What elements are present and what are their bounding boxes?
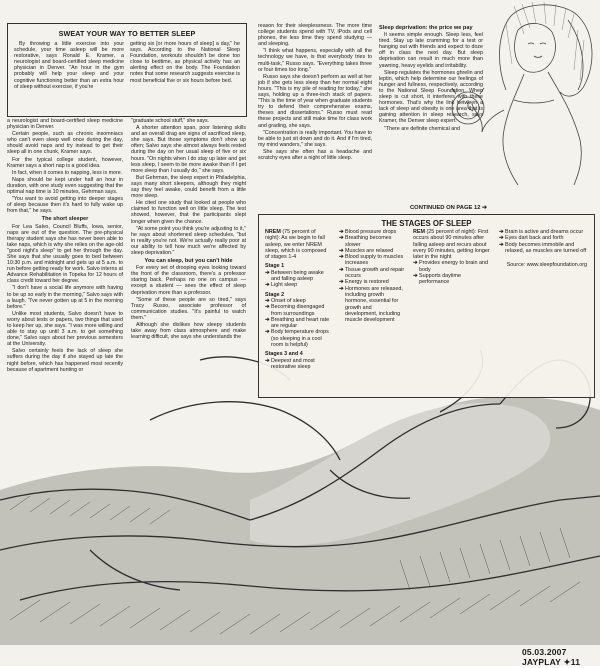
col-a-para: For Lea Salvo, Council Bluffs, Iowa, senior, naps are out of the question. The pre-physical therapy student says she has never been able to take naps, which is why she relies on the age-old "good night's sleep" to get her through the day. She says that she usually goes to bed between 10:30 p.m. and midnight and gets up at 5 a.m. to run before getting ready for work. Salvo interns at Advance Rehabilitation in Topeka for 12 hours of class credit toward her degree. [7, 223, 123, 285]
stage-item: ➔ Provides energy to brain and body [413, 260, 488, 273]
stage-item: ➔ Breathing becomes slower [339, 235, 392, 248]
nrem-label: NREM [265, 229, 281, 235]
col-a-para: Naps should be kept under half an hour in duration, with one study even suggesting that the optimal nap time is 10 minutes, Gehrman says. [7, 176, 123, 196]
col-a-para: Unlike most students, Salvo doesn't have to worry about tests or papers, two things that used to keep her up, she says. "I was more willing and able to stay up until 3 a.m. to get something done," Salvo says about her previous semesters at the University. [7, 310, 123, 348]
rem-label: REM [413, 229, 425, 235]
arrow-icon: ➔ [339, 266, 346, 273]
rem-effects-column [499, 229, 587, 268]
nrem-intro: (75 percent of night): As we begin to fall asleep, we enter NREM sleep, which is composed of stages 1-4 [265, 229, 327, 261]
stage-item: ➔ Becoming disengaged from surroundings [265, 304, 325, 317]
exercise-tip-box [7, 23, 247, 117]
col-c-para: "Concentration is really important. You have to be able to just sit down and do it. And if I'm tired, my mind wanders," she says. [258, 129, 372, 148]
stage-item: ➔ Between being awake and falling asleep [265, 269, 324, 283]
arrow-icon: ➔ [265, 269, 272, 276]
col-d-para: It seems simple enough. Sleep less, feel tired. Stay up late cramming for a test or hanging out with friends and expect to doze off in class the next day. But sleep deprivation can result in much more than yawning, heavy eyelids and irritability. [379, 32, 483, 69]
stage-item: ➔ Muscles are relaxed [339, 247, 394, 254]
tip-box-column-2 [130, 41, 240, 113]
deep-sleep-effects-column [339, 229, 405, 323]
article-column-b [131, 118, 246, 438]
nrem-column [265, 229, 331, 370]
arrow-icon: ➔ [339, 254, 346, 261]
stage-item: ➔ Brain is active and dreams occur [499, 229, 584, 235]
arrow-icon: ➔ [265, 329, 272, 336]
article-column-c [258, 23, 372, 206]
rem-intro: (25 percent of night): First occurs about 90 minutes after falling asleep and recurs about every 90 minutes, getting longer later in the night [413, 229, 490, 261]
col-d-para: Sleep regulates the hormones ghrelin and leptin, which help determine our feelings of hunger and fullness, respectively, according to the National Sleep Foundation. When sleep is cut short, it interferes with these hormones. That's why the link between a lack of sleep and obesity is one area that is gaining attention in sleep research, says Kramer, the Denver sleep expert. [379, 69, 483, 125]
stages-source: Source: www.sleepfoundation.org [506, 262, 587, 269]
stage-item: ➔ Tissue growth and repair occurs [339, 266, 405, 280]
col-a-para: In fact, when it comes to napping, less is more. [12, 169, 123, 176]
tip-box-text-1: By throwing a little exercise into your schedule, your time asleep will be more restorative, says Ronald E. Kramer, a neurologist and board-certified sleep medicine physician in Denver. "An hour in the gym probably will help your sleep and your cognitive functioning better than an extra hour of sleep without exercise, if you're [14, 41, 124, 90]
col-b-para: He cited one study that looked at people who claimed to function well on little sleep. The test showed, however, that the participants slept longer when given the chance. [131, 200, 246, 225]
col-b-para: But Gehrman, the sleep expert in Philadelphia, says many short sleepers, although they might say they feel awake, could benefit from a little more sleep. [131, 174, 246, 200]
stages-of-sleep-box [258, 214, 595, 398]
col-a-para: Certain people, such as chronic insomniacs who can't even sleep well once during the day, should avoid naps and try instead to get their sleep all in one chunk, Kramer says. [7, 131, 123, 156]
col-c-para: "I think what happens, especially with all the technology we have, is that everybody tries to multi-task," Russo says. "Everything takes three or four times too long." [258, 48, 372, 73]
col-a-para: "I don't have a social life anymore with having to be up so early in the morning," Salvo says with a laugh. "I've never gotten up at 5 in the morning before." [7, 285, 123, 310]
arrow-icon: ➔ [265, 304, 272, 311]
stage-item: ➔ Onset of sleep [265, 297, 306, 304]
article-column-a [7, 118, 123, 483]
stage-3-4-heading: Stages 3 and 4 [265, 351, 303, 358]
rem-column [413, 229, 491, 286]
arrow-icon: ➔ [265, 297, 272, 304]
stage-item: ➔ Blood pressure drops [339, 229, 397, 235]
stage-item: ➔ Deepest and most restorative sleep [265, 357, 315, 370]
stage-item: ➔ Eyes dart back and forth [499, 235, 564, 242]
col-a-para: "You want to avoid getting into deeper stages of sleep because then it's hard to fully wake up from that," he says. [7, 196, 123, 215]
col-a-para: For the typical college student, however, Kramer says a short nap is a good idea. [7, 156, 123, 169]
arrow-icon: ➔ [265, 282, 272, 289]
stage-item: ➔ Energy is restored [339, 279, 389, 286]
page-footer: 05.03.2007 JAYPLAY ✦11 [522, 647, 581, 667]
col-b-para: "At some point you think you're adjusting to it," he says about shortened sleep schedules, "but in reality you're not. We're actually really poor at our ability to tell how much we're affected by sleep deprivation." [131, 225, 246, 256]
subhead-cant-hide: You can sleep, but you can't hide [144, 258, 233, 265]
col-b-para: "graduate school stuff," she says. [131, 118, 210, 124]
arrow-icon: ➔ [413, 273, 420, 280]
article-column-d [379, 23, 483, 203]
arrow-icon: ➔ [339, 229, 346, 235]
arrow-icon: ➔ [339, 247, 346, 254]
col-c-para: reason for their sleeplessness. The more time college students spend with TV, iPods and cell phones, the less time they spend studying — and sleeping. [258, 23, 372, 48]
arrow-icon: ➔ [339, 235, 346, 242]
arrow-icon: ➔ [339, 279, 346, 286]
stage-item: ➔ Body becomes immobile and relaxed, as muscles are turned off [499, 241, 587, 254]
arrow-icon: ➔ [499, 241, 506, 248]
col-b-para: Although she dislikes how sleepy students take away from class atmosphere and make learning difficult, she says she understands the [131, 322, 246, 341]
stage-2-heading: Stage 2 [265, 291, 285, 298]
stage-item: ➔ Body temperature drops (so sleeping in a cool room is helpful) [265, 329, 329, 349]
stage-item: ➔ Breathing and heart rate are regular [265, 316, 330, 330]
arrow-icon: ➔ [499, 229, 506, 235]
arrow-icon: ➔ [339, 285, 346, 292]
arrow-icon: ➔ [413, 260, 420, 267]
stage-item: ➔ Supports daytime performance [413, 273, 461, 286]
tip-box-text-2: getting six [or more hours of sleep] a day," he says. According to the National Sleep Foundation, workouts shouldn't be done too close to bedtime, as physical activity has an alerting effect on the body. The Foundation notes that some research suggests exercise is most beneficial five or six hours before bed. [130, 41, 240, 84]
col-a-para: a neurologist and board-certified sleep medicine physician in Denver. [7, 118, 123, 131]
col-d-para: "There are definite chemical and [384, 125, 461, 132]
tip-box-column-1 [14, 41, 124, 113]
col-b-para: A shorter attention span, poor listening skills and an overall drag are signs of sacrificed sleep, she says. But those symptoms don't show up often; Salvo says she almost always feels rested during the day on her usual sleep of five or six hours. "On nights when I do stay up later and get less sleep, I seem to be more awake than if I get more sleep than I usually do," she says. [131, 125, 246, 174]
continued-notice: CONTINUED ON PAGE 12 ➔ [410, 205, 487, 211]
subhead-short-sleeper: The short sleeper [41, 216, 89, 223]
arrow-icon: ➔ [499, 235, 506, 242]
arrow-icon: ➔ [265, 357, 272, 364]
stages-title: THE STAGES OF SLEEP [381, 219, 472, 228]
stage-item: ➔ Blood supply to muscles increases [339, 254, 404, 267]
col-b-para: For every set of drooping eyes looking toward the front of the classroom, there's a professor staring back. Perhaps no one on campus — except a student — sees the effect of sleep deprivation more than a professor. [131, 265, 246, 296]
subhead-price-we-pay: Sleep deprivation: the price we pay [379, 25, 473, 31]
col-c-para: Russo says she doesn't perform as well at her job if she gets less sleep than her normal eight hours. "This is my pile of reading for today," she says, holding up a three-inch stack of papers. "This is the time of year when graduate students try to defend their comprehensive exams, theses and dissertations." Russo must read these projects and still make time for class work and grading, she says. [258, 73, 372, 129]
tip-box-title: SWEAT YOUR WAY TO BETTER SLEEP [58, 29, 196, 38]
stage-item: ➔ Light sleep [265, 282, 298, 289]
col-b-para: "Some of these people are so tired," says Tracy Russo, associate professor of communication studies. "It's painful to watch them." [131, 296, 246, 321]
col-c-para: She says she often has a headache and scratchy eyes after a night of little sleep. [258, 148, 372, 161]
arrow-icon: ➔ [265, 316, 272, 323]
stage-1-heading: Stage 1 [265, 263, 285, 270]
col-a-para: Salvo certainly feels the lack of sleep she suffers during the day if she stayed up late the night before, which has happened most recently because of apartment hunting or [7, 348, 123, 373]
stage-item: ➔ Hormones are released, including growth hormone, essential for growth and development, including muscle development [339, 285, 403, 324]
